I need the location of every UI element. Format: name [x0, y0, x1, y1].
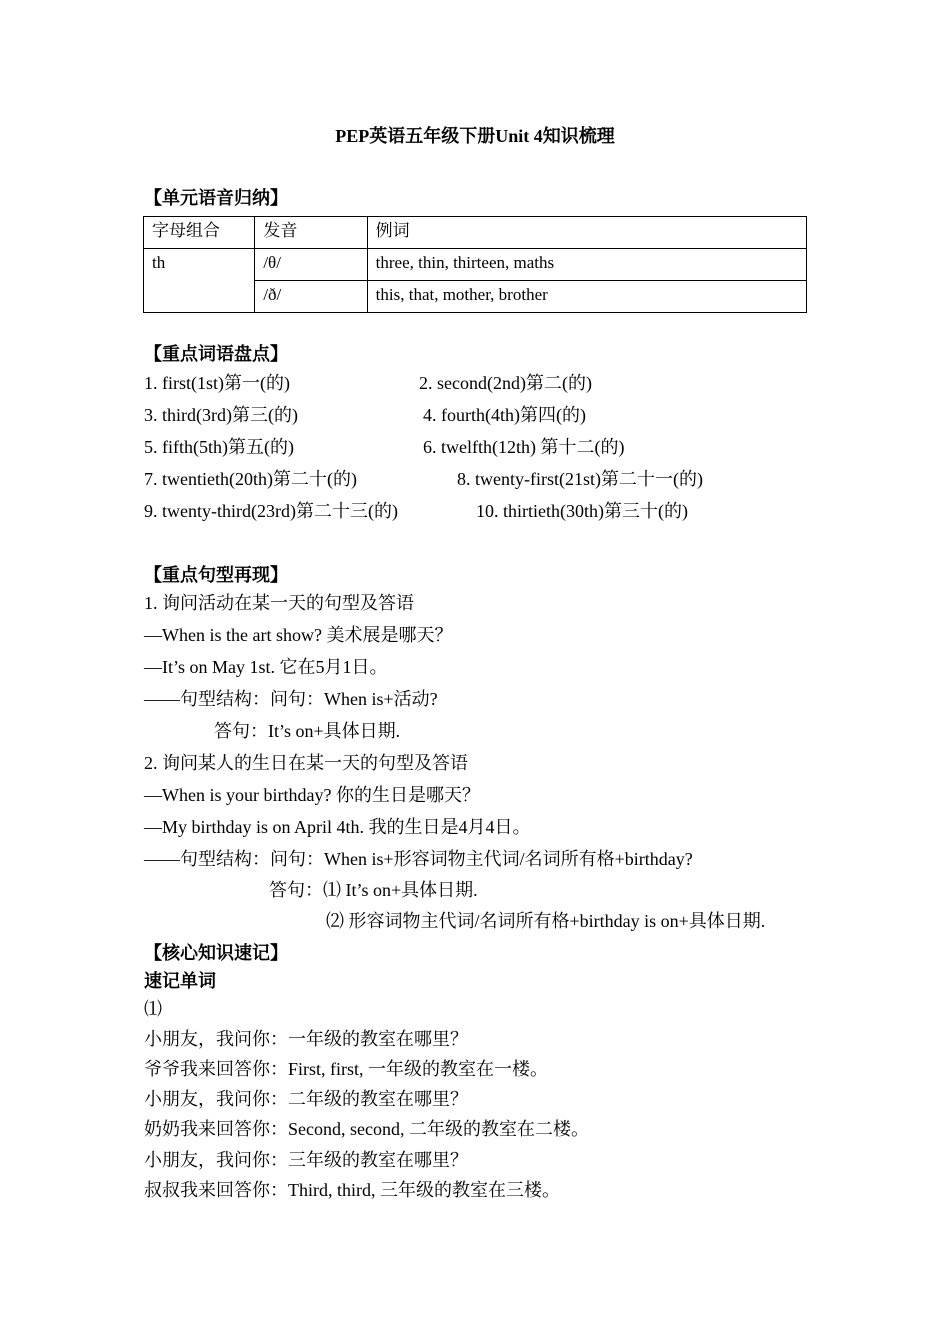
table-cell-letters: th: [144, 249, 255, 313]
vocab-item: 1. first(1st)第一(的): [144, 373, 290, 393]
section-heading-core: 【核心知识速记】: [144, 943, 288, 963]
sentence-line: 答句：⑴ It’s on+具体日期.: [269, 880, 478, 900]
table-header-cell: 字母组合: [144, 217, 255, 249]
vocab-item: 5. fifth(5th)第五(的): [144, 437, 294, 457]
section-heading-phonics: 【单元语音归纳】: [144, 188, 288, 208]
rhyme-line: 爷爷我来回答你：First, first, 一年级的教室在一楼。: [144, 1059, 549, 1079]
rhyme-line: 奶奶我来回答你：Second, second, 二年级的教室在二楼。: [144, 1119, 589, 1139]
vocab-item: 2. second(2nd)第二(的): [419, 373, 592, 393]
sentence-line: ——句型结构：问句：When is+活动?: [144, 689, 438, 709]
sentence-line: ⑵ 形容词物主代词/名词所有格+birthday is on+具体日期.: [326, 911, 766, 931]
sentence-line: —It’s on May 1st. 它在5月1日。: [144, 657, 388, 677]
sentence-line: ——句型结构：问句：When is+形容词物主代词/名词所有格+birthday?: [144, 849, 693, 869]
vocab-item: 4. fourth(4th)第四(的): [423, 405, 586, 425]
section-heading-vocab: 【重点词语盘点】: [144, 344, 288, 364]
vocab-item: 10. thirtieth(30th)第三十(的): [476, 501, 688, 521]
vocab-item: 9. twenty-third(23rd)第二十三(的): [144, 501, 398, 521]
table-header-cell: 发音: [255, 217, 367, 249]
table-header-cell: 例词: [367, 217, 806, 249]
core-marker: ⑴: [144, 999, 162, 1019]
sentence-line: —When is your birthday? 你的生日是哪天？: [144, 785, 480, 805]
sentence-line: 答句：It’s on+具体日期.: [214, 721, 401, 741]
rhyme-line: 小朋友，我问你：一年级的教室在哪里？: [144, 1029, 468, 1049]
section-heading-sentences: 【重点句型再现】: [144, 565, 288, 585]
sentence-line: 1. 询问活动在某一天的句型及答语: [144, 593, 414, 613]
core-subheading: 速记单词: [144, 971, 216, 991]
phonics-table: [143, 216, 807, 313]
table-row: [144, 249, 807, 281]
sentence-line: 2. 询问某人的生日在某一天的句型及答语: [144, 753, 468, 773]
table-cell-sound: /θ/: [255, 249, 367, 281]
table-cell-sound: /ð/: [255, 281, 367, 313]
sentence-line: —When is the art show? 美术展是哪天？: [144, 625, 453, 645]
page-title: PEP英语五年级下册Unit 4知识梳理: [335, 126, 615, 146]
rhyme-line: 小朋友，我问你：三年级的教室在哪里？: [144, 1150, 468, 1170]
table-cell-examples: three, thin, thirteen, maths: [367, 249, 806, 281]
vocab-item: 8. twenty-first(21st)第二十一(的): [457, 469, 703, 489]
rhyme-line: 叔叔我来回答你：Third, third, 三年级的教室在三楼。: [144, 1180, 560, 1200]
rhyme-line: 小朋友，我问你：二年级的教室在哪里？: [144, 1089, 468, 1109]
vocab-item: 3. third(3rd)第三(的): [144, 405, 298, 425]
vocab-item: 6. twelfth(12th) 第十二(的): [423, 437, 625, 457]
table-cell-examples: this, that, mother, brother: [367, 281, 806, 313]
sentence-line: —My birthday is on April 4th. 我的生日是4月4日。: [144, 817, 531, 837]
table-header-row: [144, 217, 807, 249]
vocab-item: 7. twentieth(20th)第二十(的): [144, 469, 357, 489]
